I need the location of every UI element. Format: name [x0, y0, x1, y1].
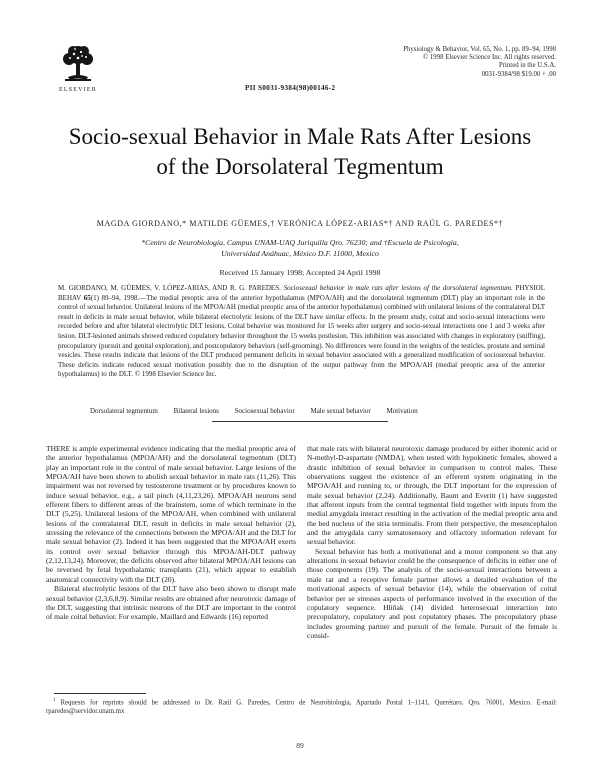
abstract-paragraph — [58, 284, 545, 380]
elsevier-logo — [54, 44, 102, 93]
footnote-marker: 1 — [53, 698, 56, 703]
affiliation-line2: Universidad Anáhuac, México D.F. 11000, Mexico — [221, 248, 379, 258]
body-paragraph: that male rats with bilateral neurotoxic damage produced by either ibotenic acid or N-methyl-D-aspartate (NMDA), when tested with hypokinetic females, showed a drastic inhibition of sexual behavior in comparison to control males. These observations suggest the existence of an efferent system originating in the MPOA/AH and running to, or through, the DLT important for the expression of male sexual behavior (2,24). Additionally, Baum and Everitt (1) have suggested that afferent inputs from the central tegmental field together with inputs from the medial amygdala interact resulting in the activation of the medial preoptic area and the bed nucleus of the stria terminalis. From their perspective, the mesencephalon and the amygdala carry somatosensory and olfactory information relevant for sexual behavior. — [307, 444, 557, 547]
article-title-line1: Socio-sexual Behavior in Male Rats After Lesions — [68, 124, 532, 149]
journal-masthead — [403, 46, 556, 79]
body-columns — [46, 444, 557, 640]
article-title — [0, 122, 600, 182]
reprints-footnote — [46, 697, 557, 716]
affiliation-line1: *Centro de Neurobiología, Campus UNAM-UAQ Juriquilla Qro. 76230; and †Escuela de Psicología, — [141, 238, 459, 247]
keyword: Bilateral lesions — [173, 407, 219, 415]
body-paragraph: Sexual behavior has both a motivational and a motor component so that any alterations in sexual behavior could be the consequence of deficits in either one of those components (19). The analysis of the socio-sexual interactions between a male rat and a receptive female partner allows a detailed evaluation of the motivational aspects of sexual behavior (14), while the observation of coital behavior per se stresses aspects of performance involved in the execution of the copulatory sequence. Hliňak (14) divided heterosexual interaction into precopulatory, copulatory and post copulatory phases. The precopulatory phase includes grooming partner and pursuit of the female. Pursuit of the female is consid- — [307, 546, 557, 640]
keyword: Sociosexual behavior — [234, 407, 295, 415]
keywords-line — [58, 407, 545, 415]
article-title-line2: of the Dorsolateral Tegmentum — [156, 154, 444, 179]
received-accepted-line: Received 15 January 1998; Accepted 24 April 1998 — [219, 268, 381, 277]
page-number: 89 — [296, 741, 304, 750]
footnote-text: Requests for reprints should be addressed to Dr. Raúl G. Paredes, Centro de Neurobiología, Apartado Postal 1–1141, Querétaro, Qro. 76001, Mexico. E-mail: rparedes@servidor.unam.mx — [46, 699, 557, 715]
right-column — [307, 444, 557, 640]
abstract-citation-journal: PHYSIOL BEHAV — [58, 284, 545, 302]
abstract-body-text: The medial preoptic area of the anterior hypothalamus (MPOA/AH) and the dorsolateral tegmentum (DLT) play an important role in the control of sexual behavior. Unilateral lesions of the MPOA/AH (medial preoptic area of the anterior hypothalamus) combined with unilateral lesions of the contralateral DLT result in deficits in male sexual behavior, while bilateral electrolytic lesions of the DLT have similar effects. In the present study, coital and socio-sexual interactions were recorded before and after bilateral electrolytic DLT lesions. Coital behavior was monitored for 15 weeks after surgery and socio-sexual interactions one 1 and 3 weeks after lesion. DLT-lesioned animals showed reduced copulatory behavior throughout the 15 weeks postlesion. This inhibition was associated with changes in exploratory (sniffing), precopulatory (pursuit and genital exploration), and postcopulatory behaviors (self-grooming). No differences were found in the weights of the testicles, prostate and seminal vesicles. These results indicate that lesions of the DLT produced permanent deficits in sexual behavior associated with a generalized modification of sociosexual behavior. These deficits indicate reduced sexual motivation possibly due to the disruption of the output pathway from the MPOA/AH (medial preoptic area of the anterior hypothalamus) to the DLT. — [58, 293, 545, 379]
body-paragraph: Bilateral electrolytic lesions of the DLT have also been shown to disrupt male sexual behavior (2,3,6,8,9). Similar results are obtained after neurotoxic damage of the DLT, suggesting that intrinsic neurons of the DLT are important in the control of male coital behavior. For example, Maillard and Edwards (16) reported — [46, 584, 296, 622]
abstract-citation-title: Sociosexual behavior in male rats after lesions of the dorsolateral tegmentum. — [283, 284, 513, 292]
keywords-divider-rule — [212, 421, 388, 422]
elsevier-wordmark: ELSEVIER — [59, 87, 97, 93]
keyword: Male sexual behavior — [310, 407, 371, 415]
elsevier-tree-icon — [58, 44, 98, 86]
abstract-citation-authors: M. GIORDANO, M. GÜEMES, V. LÓPEZ-ARIAS, AND R. G. PAREDES. — [58, 284, 281, 292]
left-column — [46, 444, 296, 640]
keyword: Motivation — [386, 407, 418, 415]
abstract-citation-volume: 65 — [83, 293, 91, 302]
journal-issn-line: 0031-9384/98 $19.00 + .00 — [481, 70, 556, 78]
keyword: Dorsolateral tegmentum — [90, 407, 158, 415]
abstract-citation-pages: (1) 89–94, 1998.— — [90, 293, 147, 302]
pii-line: PII S0031-9384(98)00146-2 — [245, 84, 336, 92]
footnote-divider-rule — [54, 693, 146, 694]
affiliations — [0, 238, 600, 259]
authors-line: MAGDA GIORDANO,* MATILDE GÜEMES,† VERÓNICA LÓPEZ-ARIAS*† AND RAÚL G. PAREDES*† — [96, 219, 504, 228]
journal-copyright-line: © 1998 Elsevier Science Inc. All rights reserved. — [423, 54, 556, 62]
journal-printed-line: Printed in the U.S.A. — [498, 62, 556, 70]
body-paragraph: THERE is ample experimental evidence indicating that the medial preoptic area of the anterior hypothalamus (MPOA/AH) and the dorsolateral tegmentum (DLT) play an important role in the control of male sexual behavior. Large lesions of the MPOA/AH have been shown to abolish sexual behavior in male rats (11,26). This impairment was not reversed by testosterone treatment or by procedures known to induce sexual behavior, e.g., a tail pinch (4,11,23,26). MPOA/AH neurons send efferent fibers to different areas of the brainstem, some of which terminate in the DLT (5,25). Unilateral lesions of the MPOA/AH, when combined with unilateral lesions of the contralateral DLT, result in deficits in male sexual behavior (2), stressing the relevance of the connections between the MPOA/AH and the DLT for male sexual behavior (2). Indeed it has been suggested that the MPOA/AH exerts its control over sexual behavior through this MPOA/AH-DLT pathway (2,12,13,24). Moreover, the deficits observed after bilateral MPOA/AH lesions can be reversed by fetal hypothalamic transplants (21), which appear to establish anatomical connectivity with the DLT (20). — [46, 444, 296, 584]
journal-citation-line: Physiology & Behavior, Vol. 65, No. 1, pp. 89–94, 1998 — [403, 46, 556, 53]
abstract-copyright: © 1998 Elsevier Science Inc. — [134, 370, 217, 379]
